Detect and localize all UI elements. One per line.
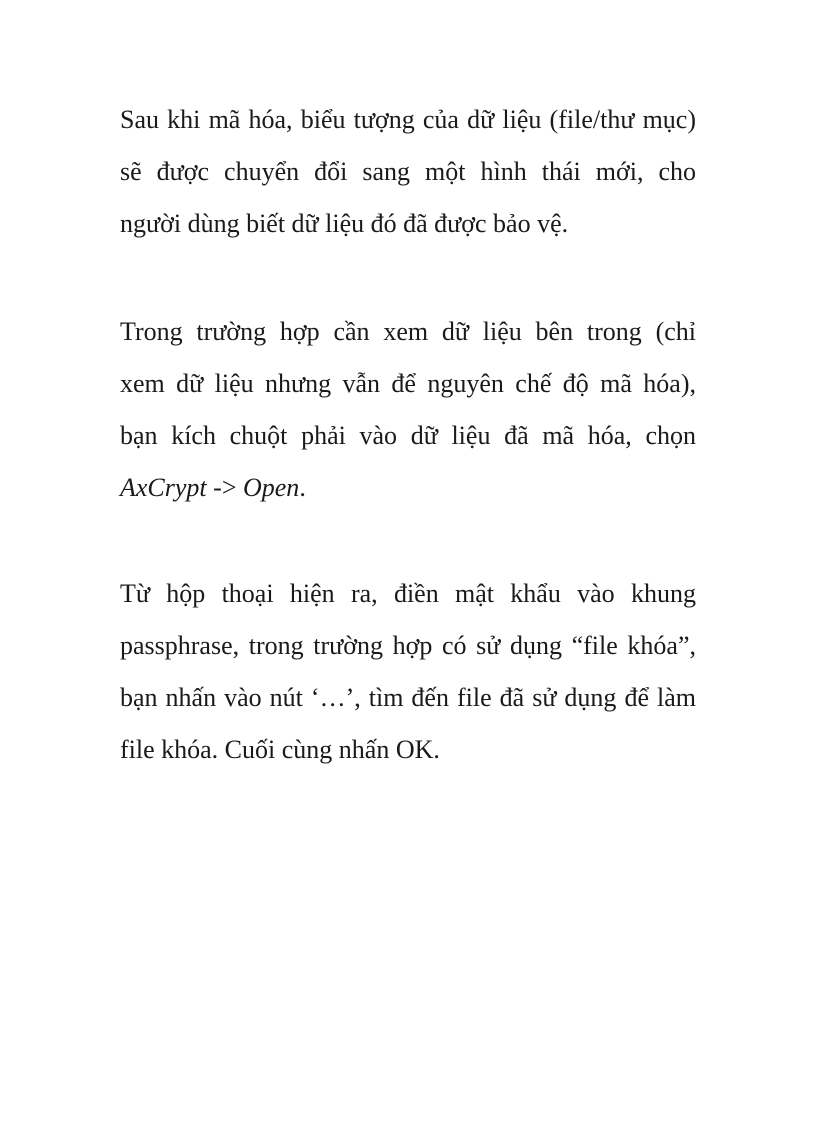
menu-path-period: .: [299, 473, 306, 502]
text-line: bạn kích chuột phải vào dữ liệu đã mã hóa, chọn: [120, 421, 696, 450]
text-line: passphrase, trong trường hợp có sử dụng “file khóa”,: [120, 631, 696, 660]
text-line: Sau khi mã hóa, biểu tượng của dữ liệu (file/thư mục): [120, 105, 696, 134]
menu-path-axcrypt: AxCrypt: [120, 473, 207, 502]
text-line: file khóa. Cuối cùng nhấn OK.: [120, 735, 440, 764]
menu-path-open: Open: [242, 473, 300, 502]
text-line: người dùng biết dữ liệu đó đã được bảo vệ.: [120, 209, 569, 238]
text-line: bạn nhấn vào nút ‘…’, tìm đến file đã sử dụng để làm: [120, 683, 696, 712]
text-line: xem dữ liệu nhưng vẫn để nguyên chế độ mã hóa),: [120, 369, 696, 398]
paragraph-enter-passphrase: [120, 568, 696, 776]
paragraph-encryption-icon: [120, 94, 696, 250]
menu-path-arrow: ->: [206, 473, 243, 502]
text-line: sẽ được chuyển đổi sang một hình thái mới, cho: [120, 157, 696, 186]
text-line: Từ hộp thoại hiện ra, điền mật khẩu vào khung: [120, 579, 696, 608]
text-line: Trong trường hợp cần xem dữ liệu bên trong (chỉ: [120, 317, 696, 346]
paragraph-view-encrypted: [120, 306, 696, 514]
text-line: [120, 462, 696, 514]
